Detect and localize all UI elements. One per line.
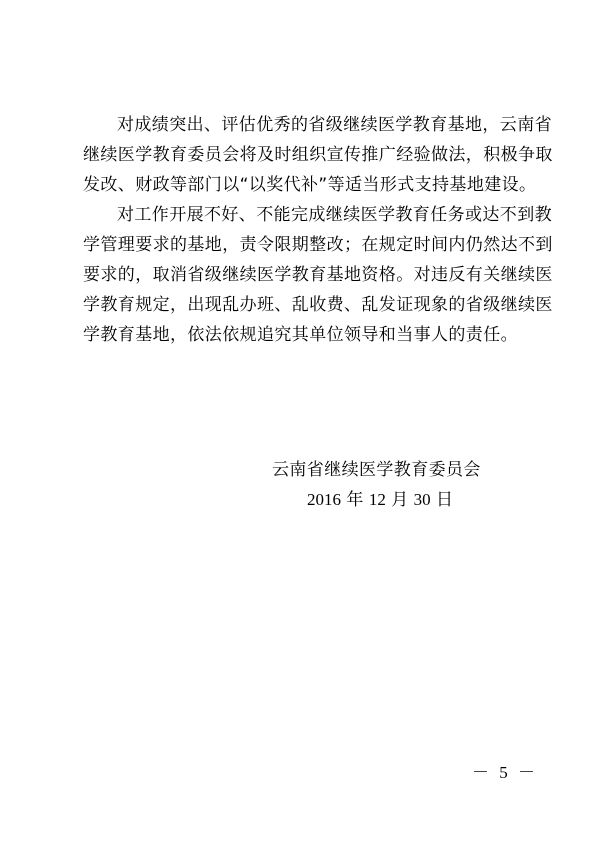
paragraph-line: 学教育规定，出现乱办班、乱收费、乱发证现象的省级继续医 bbox=[83, 295, 553, 315]
paragraph-2 bbox=[83, 200, 553, 350]
paragraph-line: 对成绩突出、评估优秀的省级继续医学教育基地，云南省 bbox=[117, 115, 552, 135]
date-year-label: 年 bbox=[346, 490, 364, 510]
paragraph-line: 继续医学教育委员会将及时组织宣传推广经验做法，积极争取 bbox=[83, 145, 553, 165]
paragraph-line: 学教育基地，依法依规追究其单位领导和当事人的责任。 bbox=[83, 325, 518, 345]
paragraph-line: 发改、财政等部门以“以奖代补”等适当形式支持基地建设。 bbox=[83, 175, 537, 195]
date-month: 12 bbox=[368, 490, 386, 509]
body-text bbox=[83, 110, 553, 350]
date-year: 2016 bbox=[307, 490, 341, 509]
issue-date bbox=[307, 485, 453, 515]
paragraph-line: 要求的，取消省级继续医学教育基地资格。对违反有关继续医 bbox=[83, 265, 553, 285]
date-day: 30 bbox=[413, 490, 431, 509]
issuer-signature: 云南省继续医学教育委员会 bbox=[272, 460, 481, 480]
date-month-label: 月 bbox=[391, 490, 409, 510]
date-day-label: 日 bbox=[436, 490, 454, 510]
paragraph-line: 学管理要求的基地，责令限期整改；在规定时间内仍然达不到 bbox=[83, 235, 553, 255]
page-number: － 5 － bbox=[472, 763, 538, 782]
paragraph-1 bbox=[83, 110, 553, 200]
paragraph-line: 对工作开展不好、不能完成继续医学教育任务或达不到教 bbox=[117, 205, 552, 225]
